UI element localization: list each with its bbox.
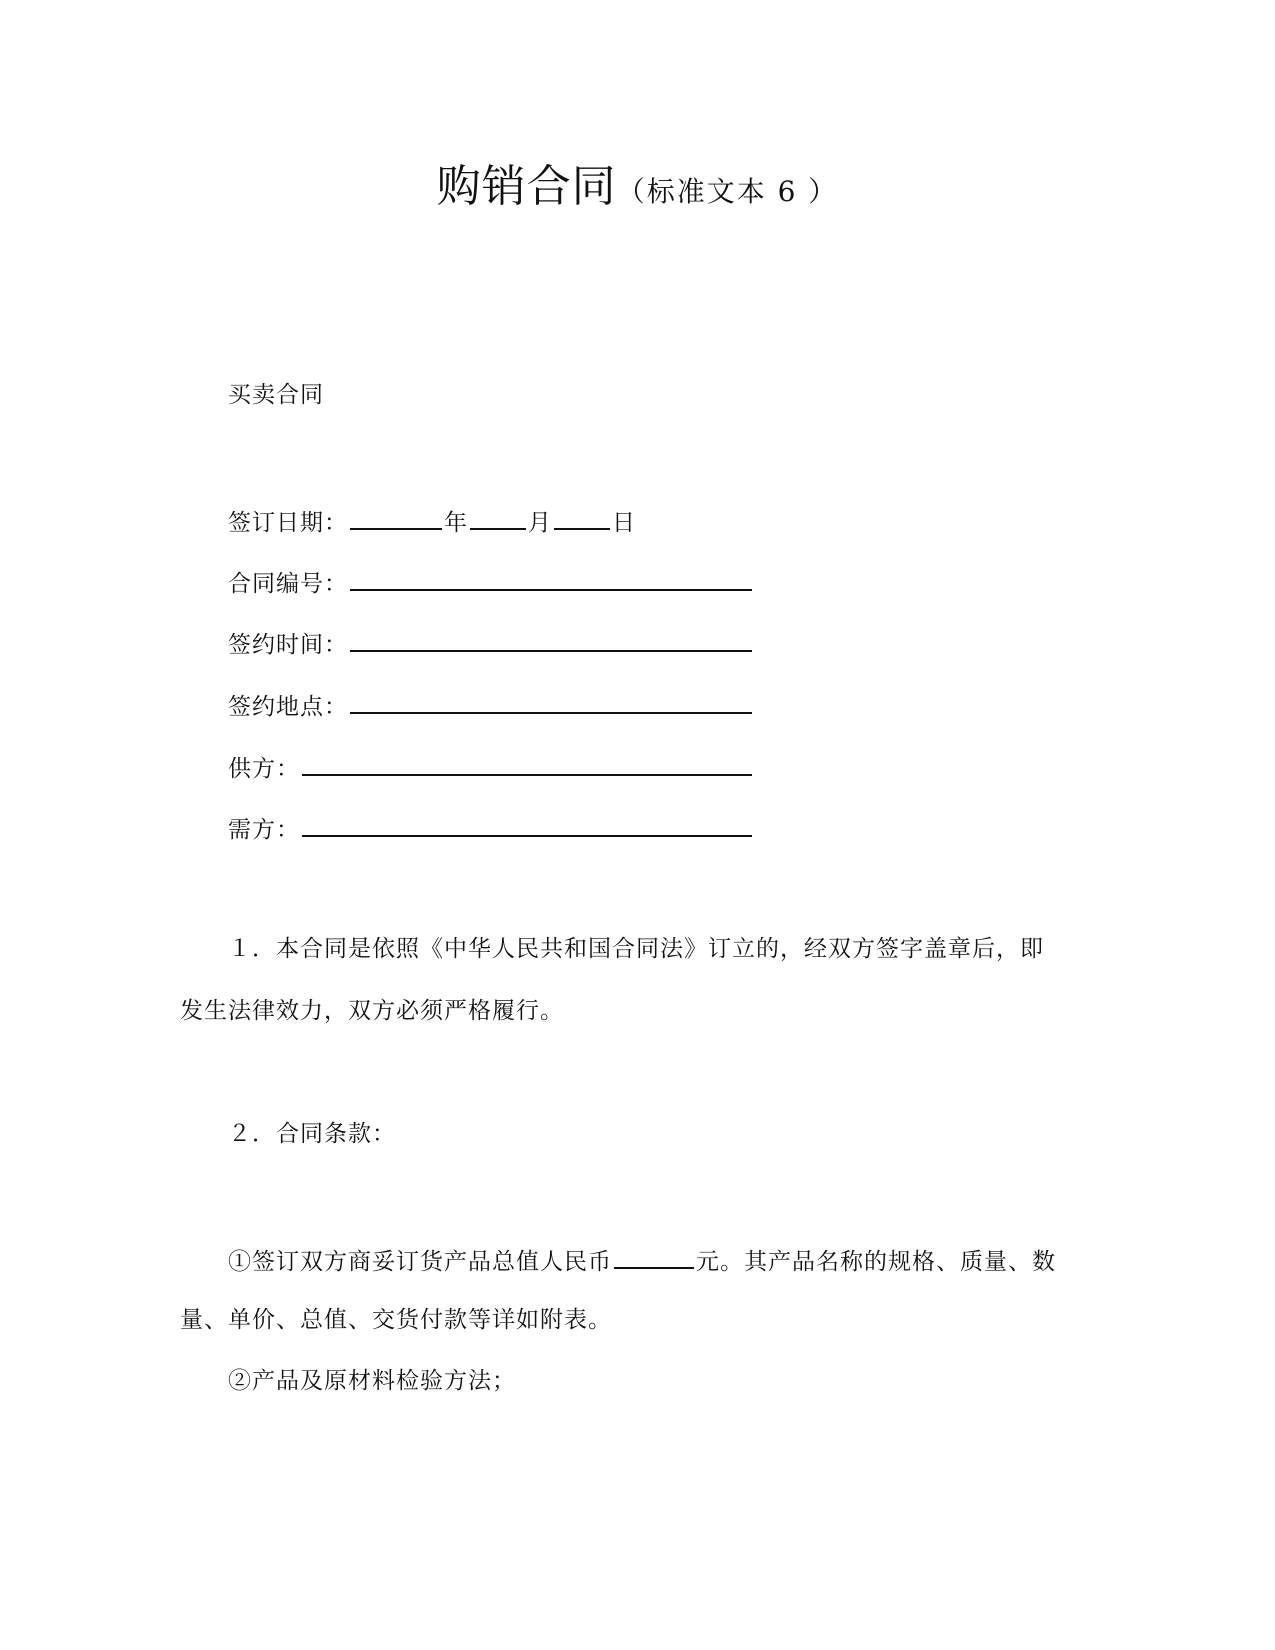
contract-number-label: 合同编号： <box>228 571 348 597</box>
supplier-row <box>228 750 754 784</box>
clause-1-line-1: １．本合同是依照《中华人民共和国合同法》订立的，经双方签字盖章后，即 <box>228 936 1044 962</box>
item-2: ②产品及原材料检验方法； <box>228 1368 516 1394</box>
item-1-text-b: 元。其产品名称的规格、质量、数 <box>696 1249 1056 1275</box>
month-blank[interactable] <box>470 504 526 530</box>
total-value-blank[interactable] <box>614 1243 694 1269</box>
day-blank[interactable] <box>554 504 610 530</box>
item-1-line-1 <box>228 1243 1056 1277</box>
buyer-label: 需方： <box>228 817 300 843</box>
title-main: 购销合同 <box>436 161 617 212</box>
supplier-label: 供方： <box>228 756 300 782</box>
supplier-blank[interactable] <box>302 750 752 776</box>
sign-place-row <box>228 688 754 722</box>
sign-place-label: 签约地点： <box>228 694 348 720</box>
contract-number-row <box>228 565 754 599</box>
year-blank[interactable] <box>350 504 442 530</box>
sign-time-label: 签约时间： <box>228 632 348 658</box>
contract-number-blank[interactable] <box>350 565 752 591</box>
item-1-text-a: ①签订双方商妥订货产品总值人民币 <box>228 1249 612 1275</box>
item-1-line-2: 量、单价、总值、交货付款等详如附表。 <box>180 1307 612 1333</box>
sign-time-blank[interactable] <box>350 626 752 652</box>
buyer-blank[interactable] <box>302 811 752 837</box>
document-title <box>0 150 1275 214</box>
clause-2-title: ２．合同条款： <box>228 1121 396 1147</box>
day-label: 日 <box>612 510 636 536</box>
sign-date-row <box>228 504 636 538</box>
buyer-row <box>228 811 754 845</box>
sign-place-blank[interactable] <box>350 688 752 714</box>
title-subtext: （标准文本 6 ） <box>616 175 839 208</box>
sign-time-row <box>228 626 754 660</box>
year-label: 年 <box>444 510 468 536</box>
sign-date-label: 签订日期： <box>228 510 348 536</box>
month-label: 月 <box>528 510 552 536</box>
clause-1-line-2: 发生法律效力，双方必须严格履行。 <box>180 998 564 1024</box>
document-subtitle: 买卖合同 <box>228 382 324 408</box>
